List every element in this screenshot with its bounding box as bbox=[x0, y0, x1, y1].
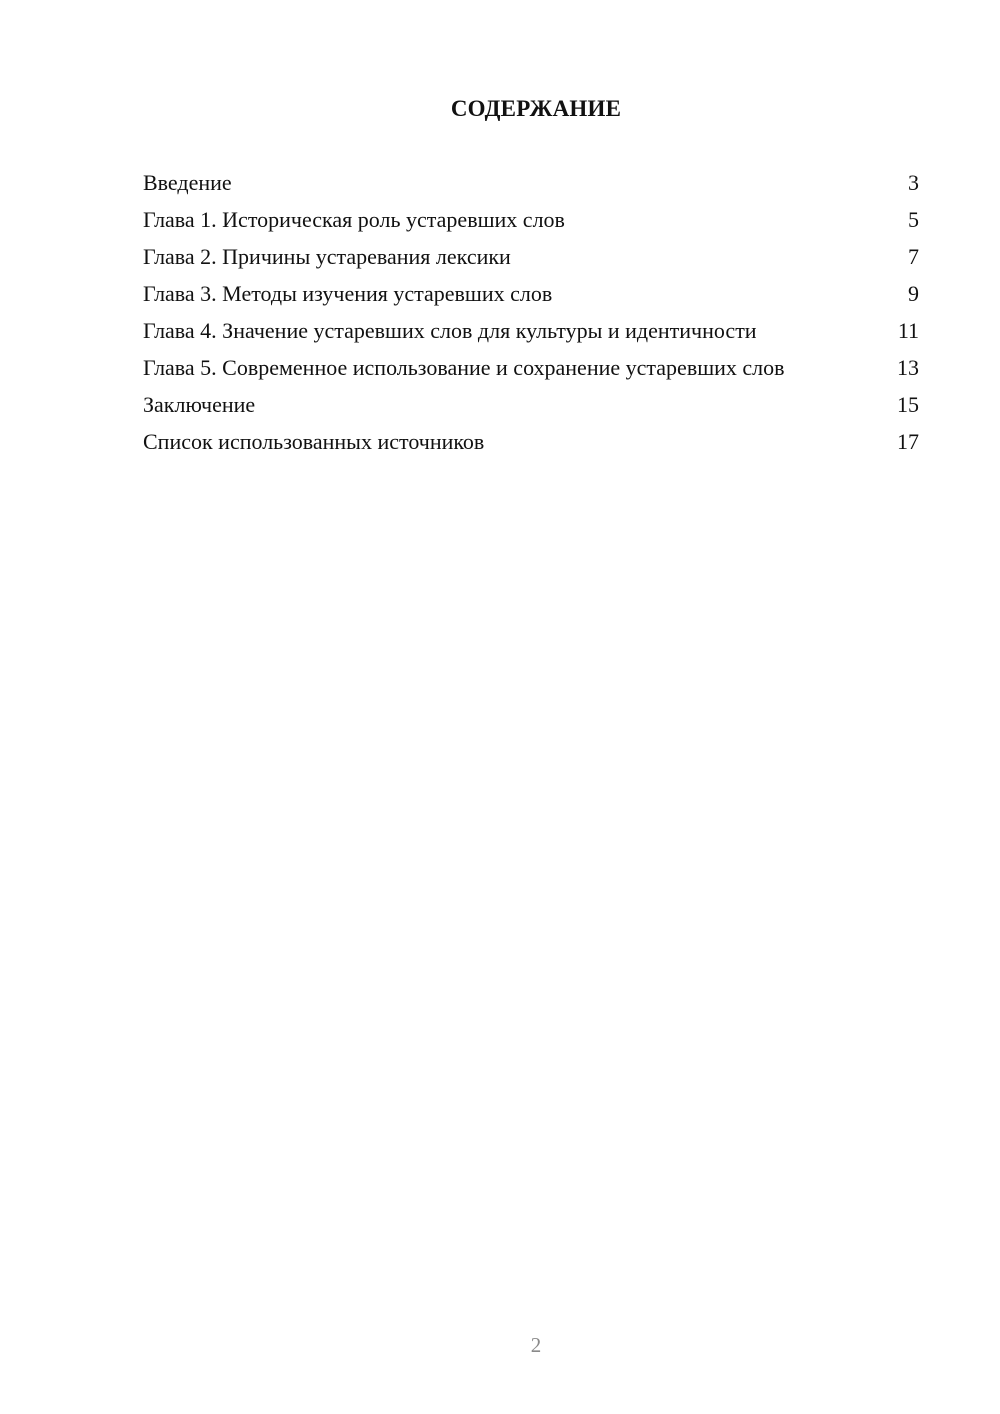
toc-entry-chapter-3[interactable] bbox=[143, 281, 919, 307]
page-title: СОДЕРЖАНИЕ bbox=[450, 96, 622, 121]
page-number: 2 bbox=[530, 1333, 542, 1357]
toc-entry-page: 17 bbox=[897, 429, 919, 454]
toc-entry-label: Глава 5. Современное использование и сохранение устаревших слов bbox=[143, 355, 785, 380]
toc-entry-page: 5 bbox=[908, 207, 919, 232]
toc-entry-label: Глава 3. Методы изучения устаревших слов bbox=[143, 281, 553, 306]
toc-entry-chapter-1[interactable] bbox=[143, 207, 919, 233]
toc-entry-introduction[interactable] bbox=[143, 170, 919, 196]
toc-entry-label: Список использованных источников bbox=[143, 429, 485, 454]
toc-entry-page: 11 bbox=[897, 318, 919, 343]
toc-entry-label: Заключение bbox=[143, 392, 256, 417]
toc-entry-label: Глава 2. Причины устаревания лексики bbox=[143, 244, 511, 269]
toc-entry-page: 3 bbox=[908, 170, 919, 195]
toc-entry-chapter-5[interactable] bbox=[143, 355, 919, 381]
toc-entry-page: 9 bbox=[908, 281, 919, 306]
toc-entry-label: Введение bbox=[143, 170, 232, 195]
toc-entry-references[interactable] bbox=[143, 429, 919, 455]
toc-entry-conclusion[interactable] bbox=[143, 392, 919, 418]
toc-entry-page: 15 bbox=[897, 392, 919, 417]
toc-entry-chapter-2[interactable] bbox=[143, 244, 919, 270]
toc-entry-label: Глава 1. Историческая роль устаревших слов bbox=[143, 207, 565, 232]
toc-entry-page: 7 bbox=[908, 244, 919, 269]
toc-entry-page: 13 bbox=[897, 355, 919, 380]
toc-entry-label: Глава 4. Значение устаревших слов для культуры и идентичности bbox=[143, 318, 757, 343]
toc-entry-chapter-4[interactable] bbox=[143, 318, 919, 344]
table-of-contents bbox=[143, 170, 919, 466]
